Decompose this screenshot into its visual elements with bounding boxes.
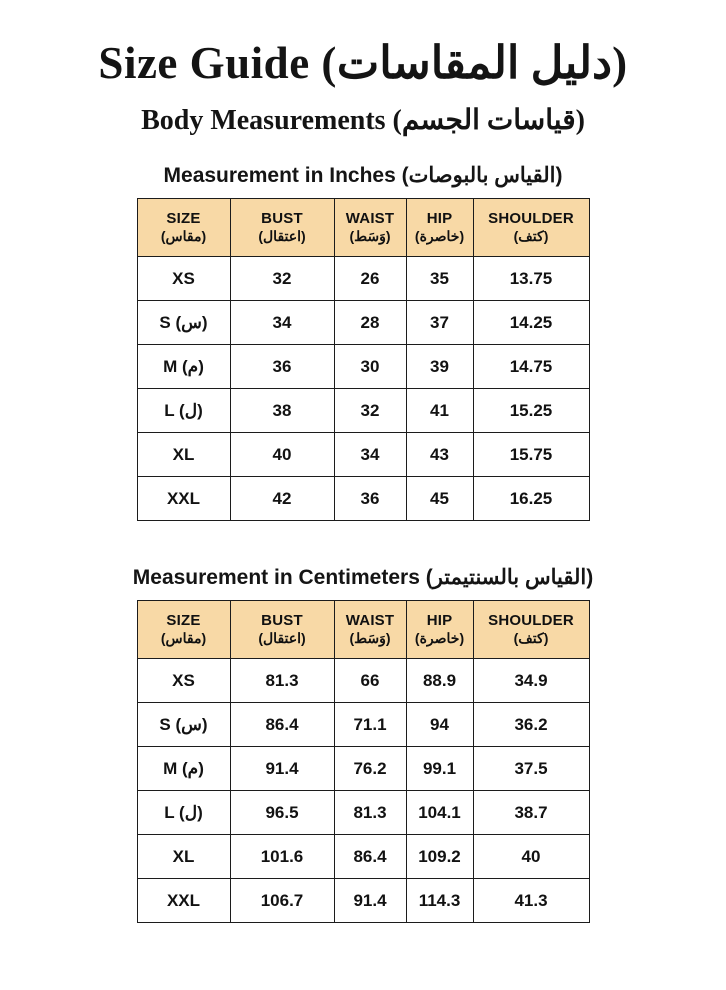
table-row — [137, 389, 589, 433]
value-cell: 106.7 — [230, 879, 334, 923]
value-cell: 41.3 — [473, 879, 589, 923]
value-cell: 16.25 — [473, 477, 589, 521]
inches-table-body — [137, 257, 589, 521]
column-header-en: SIZE — [166, 611, 201, 629]
value-cell: 81.3 — [230, 659, 334, 703]
column-header-en: SHOULDER — [488, 209, 574, 227]
column-header — [473, 199, 589, 257]
value-cell: 13.75 — [473, 257, 589, 301]
column-header — [473, 601, 589, 659]
table-row — [137, 703, 589, 747]
value-cell: 35 — [406, 257, 473, 301]
column-header-ar: (اعتقال) — [258, 228, 306, 245]
column-header-en: BUST — [261, 209, 303, 227]
value-cell: 40 — [230, 433, 334, 477]
value-cell: 86.4 — [334, 835, 406, 879]
value-cell: 71.1 — [334, 703, 406, 747]
value-cell: 36.2 — [473, 703, 589, 747]
value-cell: 42 — [230, 477, 334, 521]
size-cell: XXL — [137, 477, 230, 521]
inches-header-row — [137, 199, 589, 257]
column-header — [334, 199, 406, 257]
value-cell: 39 — [406, 345, 473, 389]
column-header — [230, 601, 334, 659]
column-header-ar: (كتف) — [513, 228, 549, 245]
value-cell: 66 — [334, 659, 406, 703]
column-header-ar: (كتف) — [513, 630, 549, 647]
size-cell: XS — [137, 659, 230, 703]
size-cell: L (ل) — [137, 389, 230, 433]
column-header — [406, 199, 473, 257]
size-cell: XS — [137, 257, 230, 301]
size-cell: XL — [137, 433, 230, 477]
inches-section — [0, 163, 726, 521]
column-header-en: WAIST — [345, 611, 395, 629]
value-cell: 76.2 — [334, 747, 406, 791]
column-header-en: HIP — [426, 209, 453, 227]
column-header — [230, 199, 334, 257]
centimeters-section — [0, 565, 726, 923]
value-cell: 32 — [334, 389, 406, 433]
centimeters-table — [137, 600, 590, 923]
value-cell: 34 — [230, 301, 334, 345]
column-header-ar: (خاصرة) — [414, 630, 465, 647]
table-row — [137, 835, 589, 879]
table-row — [137, 257, 589, 301]
value-cell: 37.5 — [473, 747, 589, 791]
value-cell: 14.75 — [473, 345, 589, 389]
value-cell: 36 — [230, 345, 334, 389]
size-cell: S (س) — [137, 703, 230, 747]
value-cell: 86.4 — [230, 703, 334, 747]
size-cell: L (ل) — [137, 791, 230, 835]
table-row — [137, 345, 589, 389]
column-header-en: WAIST — [345, 209, 395, 227]
value-cell: 37 — [406, 301, 473, 345]
value-cell: 43 — [406, 433, 473, 477]
column-header-ar: (مقاس) — [160, 228, 207, 245]
value-cell: 109.2 — [406, 835, 473, 879]
column-header-en: BUST — [261, 611, 303, 629]
table-row — [137, 879, 589, 923]
size-cell: S (س) — [137, 301, 230, 345]
centimeters-section-title: Measurement in Centimeters (القياس بالسنتيمتر) — [132, 566, 594, 590]
value-cell: 34 — [334, 433, 406, 477]
table-row — [137, 747, 589, 791]
column-header-en: SIZE — [166, 209, 201, 227]
column-header — [406, 601, 473, 659]
inches-table — [137, 198, 590, 521]
value-cell: 81.3 — [334, 791, 406, 835]
value-cell: 26 — [334, 257, 406, 301]
value-cell: 15.25 — [473, 389, 589, 433]
value-cell: 96.5 — [230, 791, 334, 835]
table-row — [137, 301, 589, 345]
value-cell: 91.4 — [334, 879, 406, 923]
value-cell: 15.75 — [473, 433, 589, 477]
size-cell: M (م) — [137, 747, 230, 791]
size-cell: XXL — [137, 879, 230, 923]
value-cell: 32 — [230, 257, 334, 301]
column-header — [334, 601, 406, 659]
column-header-ar: (وَسَط) — [349, 228, 391, 245]
column-header — [137, 601, 230, 659]
size-cell: XL — [137, 835, 230, 879]
size-cell: M (م) — [137, 345, 230, 389]
page-title: Size Guide (دليل المقاسات) — [98, 38, 628, 88]
value-cell: 36 — [334, 477, 406, 521]
value-cell: 88.9 — [406, 659, 473, 703]
value-cell: 14.25 — [473, 301, 589, 345]
inches-section-title: Measurement in Inches (القياس بالبوصات) — [163, 164, 563, 188]
column-header-ar: (مقاس) — [160, 630, 207, 647]
page-subtitle: Body Measurements (قياسات الجسم) — [141, 105, 585, 137]
table-row — [137, 433, 589, 477]
value-cell: 45 — [406, 477, 473, 521]
centimeters-header-row — [137, 601, 589, 659]
value-cell: 94 — [406, 703, 473, 747]
value-cell: 38 — [230, 389, 334, 433]
value-cell: 30 — [334, 345, 406, 389]
value-cell: 28 — [334, 301, 406, 345]
column-header-en: SHOULDER — [488, 611, 574, 629]
column-header — [137, 199, 230, 257]
value-cell: 34.9 — [473, 659, 589, 703]
column-header-en: HIP — [426, 611, 453, 629]
value-cell: 114.3 — [406, 879, 473, 923]
table-row — [137, 477, 589, 521]
value-cell: 38.7 — [473, 791, 589, 835]
value-cell: 40 — [473, 835, 589, 879]
value-cell: 104.1 — [406, 791, 473, 835]
value-cell: 101.6 — [230, 835, 334, 879]
value-cell: 41 — [406, 389, 473, 433]
column-header-ar: (خاصرة) — [414, 228, 465, 245]
value-cell: 91.4 — [230, 747, 334, 791]
column-header-ar: (اعتقال) — [258, 630, 306, 647]
column-header-ar: (وَسَط) — [349, 630, 391, 647]
centimeters-table-body — [137, 659, 589, 923]
table-row — [137, 659, 589, 703]
value-cell: 99.1 — [406, 747, 473, 791]
table-row — [137, 791, 589, 835]
